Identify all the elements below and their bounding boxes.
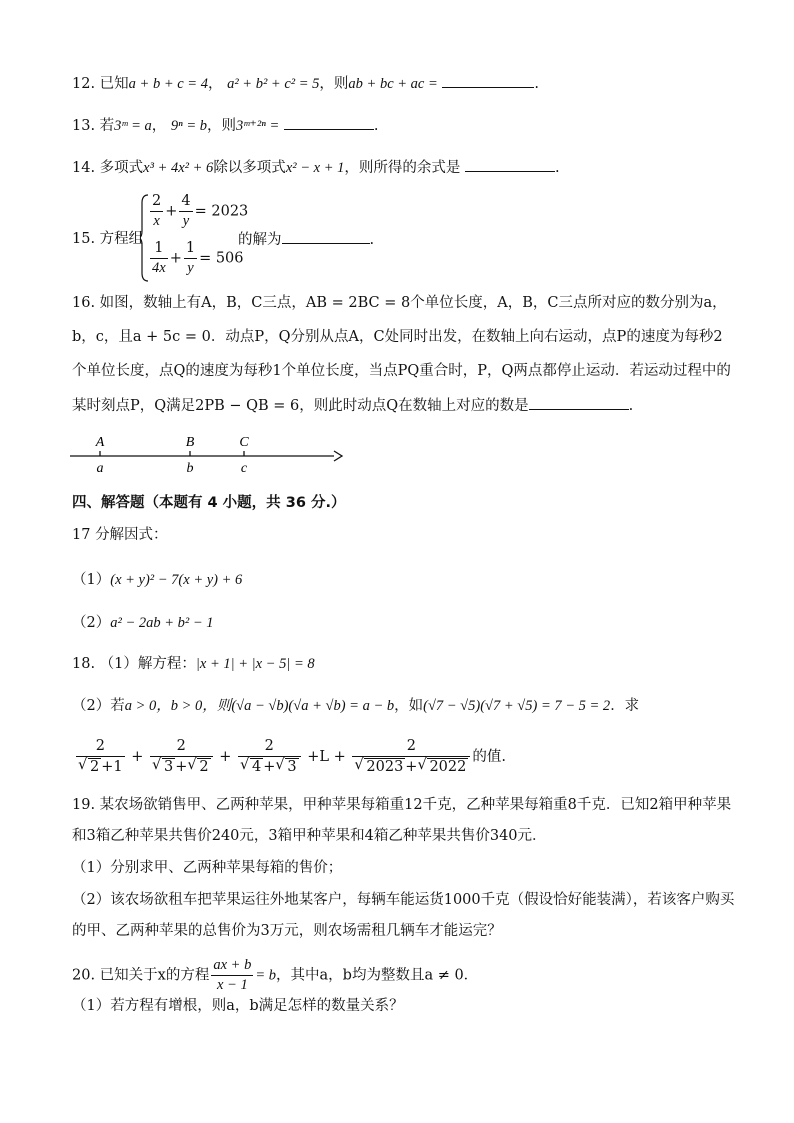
ellipsis: L: [319, 749, 330, 765]
system-equation-2: $\frac{1}{4x}$ + $\frac{1}{y}$ = 506: [152, 240, 244, 276]
question-13: 13. 若3ᵐ = a， 9ⁿ = b，则3ᵐ⁺²ⁿ = .: [72, 115, 378, 136]
question-16-line-1: 16. 如图，数轴上有A，B，C三点，AB = 2BC = 8个单位长度，A，B，C三点所对应的数分别为a，: [72, 295, 727, 311]
question-19-part-1: （1）分别求甲、乙两种苹果每箱的售价；: [72, 860, 343, 876]
system-equation-1: $\frac{2}{x}$ + $\frac{4}{y}$ = 2023: [152, 193, 249, 229]
answer-blank[interactable]: [442, 73, 534, 88]
answer-blank[interactable]: [465, 157, 555, 172]
question-number: 14.: [72, 160, 96, 176]
question-17-part-1: （1）(x + y)² − 7(x + y) + 6: [72, 572, 243, 588]
question-number: 16.: [72, 295, 96, 311]
equation: a + b + c = 4: [128, 76, 208, 92]
question-16-line-3: 个单位长度，点Q的速度为每秒1个单位长度，当点PQ重合时，P，Q两点都停止运动．若运动过程中的: [72, 363, 731, 379]
answer-blank[interactable]: [282, 229, 370, 244]
question-15-tail: 的解为 .: [238, 229, 374, 250]
point-label-C: C: [239, 435, 249, 450]
arrow-right-icon: [334, 451, 342, 461]
number-line-diagram: [66, 430, 346, 478]
point-label-A: A: [95, 435, 105, 450]
identity: (√a − √b)(√a + √b) = a − b: [231, 698, 395, 714]
question-20: 20. 已知关于x的方程 $\frac{ax + b}{x - 1}$ = b，其中a，b均为整数且a ≠ 0．: [72, 957, 479, 993]
question-14: 14. 多项式x³ + 4x² + 6除以多项式x² − x + 1，则所得的余式是 .: [72, 157, 560, 178]
polynomial: x² − x + 1: [285, 160, 345, 176]
question-20-part-1: （1）若方程有增根，则a，b满足怎样的数量关系？: [72, 998, 404, 1014]
question-17: 17 分解因式：: [72, 527, 168, 543]
equation: 9ⁿ = b: [170, 118, 207, 134]
equation: a² + b² + c² = 5: [227, 76, 320, 92]
question-15: 15. 方程组: [72, 231, 144, 247]
question-12: 12. 已知a + b + c = 4， a² + b² + c² = 5，则ab + bc + ac = .: [72, 73, 539, 94]
question-number: 17: [72, 527, 91, 543]
question-18-part-1: 18. （1）解方程：|x + 1| + |x − 5| = 8: [72, 656, 315, 672]
polynomial: x³ + 4x² + 6: [143, 160, 214, 176]
equation: 3ᵐ = a: [114, 118, 152, 134]
question-number: 12.: [72, 76, 96, 92]
question-17-part-2: （2）a² − 2ab + b² − 1: [72, 615, 214, 631]
value-label-c: c: [240, 461, 248, 476]
value-label-a: a: [96, 461, 104, 476]
expression: ab + bc + ac =: [348, 76, 438, 92]
question-19-part-2: （2）该农场欲租车把苹果运往外地某客户，每辆车能运货1000千克（假设恰好能装满），若该客户购买: [72, 892, 735, 908]
equation: |x + 1| + |x − 5| = 8: [195, 656, 315, 672]
question-19-line-2: 和3箱乙种苹果共售价240元，3箱甲种苹果和4箱乙种苹果共售价340元．: [72, 828, 547, 844]
value-label-b: b: [186, 461, 194, 476]
question-number: 18.: [72, 656, 96, 672]
answer-blank[interactable]: [529, 395, 629, 410]
answer-blank[interactable]: [284, 115, 374, 130]
question-18-part-2: （2）若a > 0，b > 0，则(√a − √b)(√a + √b) = a − b，如(√7 − √5)(√7 + √5) = 7 − 5 = 2．求: [72, 698, 640, 714]
question-number: 20.: [72, 967, 96, 984]
question-19-line-1: 19. 某农场欲销售甲、乙两种苹果，甲种苹果每箱重12千克，乙种苹果每箱重8千克．已知2箱甲种苹果: [72, 797, 732, 813]
expression: 3ᵐ⁺²ⁿ =: [235, 118, 280, 134]
expression: a² − 2ab + b² − 1: [110, 615, 214, 631]
question-19-part-2-cont: 的甲、乙两种苹果的总售价为3万元，则农场需租几辆车才能运完？: [72, 923, 502, 939]
example-equation: (√7 − √5)(√7 + √5) = 7 − 5 = 2: [423, 698, 611, 714]
question-16-line-2: b，c，且a + 5c = 0．动点P，Q分别从点A，C处同时出发，在数轴上向右运动，点P的速度为每秒2: [72, 329, 723, 345]
section-heading: 四、解答题（本题有 4 小题，共 36 分.）: [72, 495, 346, 511]
question-16-line-4: 某时刻点P，Q满足2PB − QB = 6，则此时动点Q在数轴上对应的数是 .: [72, 395, 633, 416]
expression: (x + y)² − 7(x + y) + 6: [110, 572, 243, 588]
point-label-B: B: [185, 435, 195, 450]
question-number: 19.: [72, 797, 96, 813]
question-18-sum: 2 √ 2 +1 + 2 √ 3 +√ 2 + 2 √ 4 +√ 3 +L + 2 √ 2023 +√ 2022 的值.: [74, 738, 506, 776]
question-number: 13.: [72, 118, 96, 134]
question-number: 15.: [72, 231, 96, 247]
